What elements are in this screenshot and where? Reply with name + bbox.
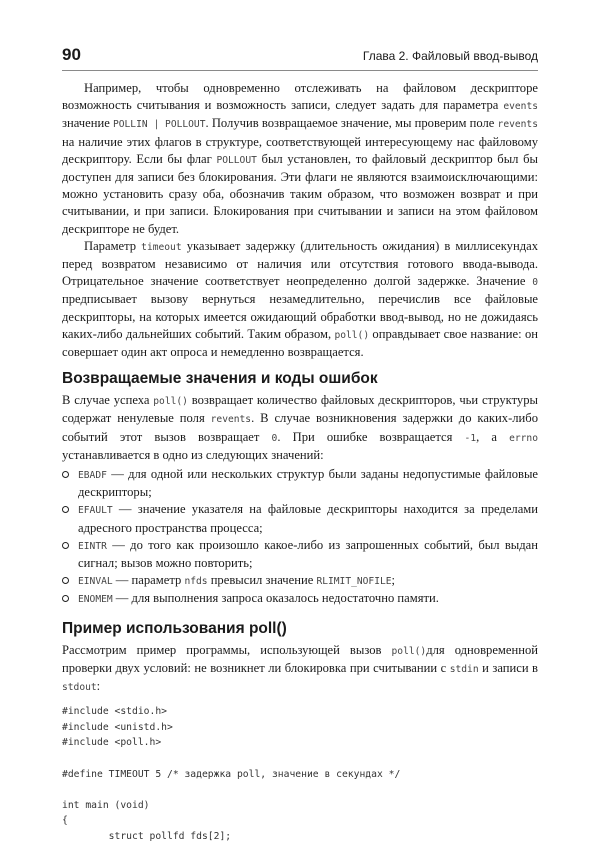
code-line: #define TIMEOUT 5 /* задержка poll, значение в секундах */ bbox=[62, 768, 401, 780]
running-head: Глава 2. Файловый ввод-вывод bbox=[362, 49, 538, 63]
code-line bbox=[62, 751, 538, 767]
page-number: 90 bbox=[62, 45, 81, 64]
list-item: EINTR — до того как произошло какое-либо из запрошенных событий, был выдан сигнал; вызов можно повторить; bbox=[62, 537, 538, 572]
code-line: { bbox=[62, 815, 68, 827]
paragraph-return-values: В случае успеха poll() возвращает количество файловых дескрипторов, чьи структуры содержат ненулевые поля revents. В случае возникновения задержки до каких-либо событий этот вызов возвращает 0. При ошибке возвращается -1, а errno устанавливается в одно из следующих значений: bbox=[62, 393, 538, 462]
paragraph-example-intro: Рассмотрим пример программы, использующей вызов poll()для одновременной проверки двух условий: не возникнет ли блокировка при считывании с stdin и записи в stdout: bbox=[62, 642, 539, 694]
list-item: ENOMEM — для выполнения запроса оказалось недостаточно памяти. bbox=[62, 590, 538, 608]
page-header bbox=[62, 44, 538, 68]
bullet-circle-icon bbox=[62, 471, 69, 478]
section-heading-errors: Возвращаемые значения и коды ошибок bbox=[62, 370, 378, 388]
code-line bbox=[62, 782, 538, 798]
code-line: #include <stdio.h> bbox=[62, 706, 167, 718]
paragraph-timeout: Параметр timeout указывает задержку (длительность ожидания) в миллисекундах перед возвратом независимо от наличия или отсутствия готового ввода-вывода. Отрицательное значение соответствует неопределенно долгой задержке. Значение 0 предписывает вызову вернуться незамедлительно, перечислив все файловые дескрипторы, на которых имеется ожидающий обработки ввод-вывод, но не дожидаясь каких-либо дальнейших событий. Таким образом, poll() оправдывает свое название: он совершает один акт опроса и немедленно возвращается. bbox=[62, 238, 538, 360]
list-item: EINVAL — параметр nfds превысил значение RLIMIT_NOFILE; bbox=[62, 572, 538, 590]
code-line: #include <unistd.h> bbox=[62, 721, 173, 733]
code-line: #include <poll.h> bbox=[62, 737, 162, 749]
section-heading-example: Пример использования poll() bbox=[62, 619, 287, 637]
paragraph-events: Например, чтобы одновременно отслеживать на файловом дескрипторе возможность считывания и возможность записи, следует задать для параметра events значение POLLIN | POLLOUT. Получив возвращаемое значение, мы проверим поле revents на наличие этих флагов в структуре, соответствующей интересующему нас файловому дескриптору. Если бы флаг POLLOUT был установлен, то файловый дескриптор был бы доступен для записи без блокирования. Эти флаги не являются взаимоисключающими: можно установить сразу оба, обозначив таким образом, что возможен возврат и при считывании, и при записи. Блокирования при считывании и записи на этом файловом дескрипторе не будет. bbox=[62, 81, 538, 236]
bullet-circle-icon bbox=[62, 595, 69, 602]
bullet-circle-icon bbox=[62, 542, 69, 549]
list-item: EBADF — для одной или нескольких структур были заданы недопустимые файловые дескрипторы; bbox=[62, 466, 538, 501]
bullet-circle-icon bbox=[62, 506, 69, 513]
header-rule bbox=[62, 70, 538, 71]
bullet-circle-icon bbox=[62, 577, 69, 584]
code-listing bbox=[62, 704, 538, 844]
page-body bbox=[62, 80, 538, 845]
code-line: struct pollfd fds[2]; bbox=[62, 831, 232, 843]
code-line: int main (void) bbox=[62, 799, 150, 811]
error-codes-list bbox=[62, 466, 538, 609]
list-item: EFAULT — значение указателя на файловые дескрипторы находится за пределами адресного пространства процесса; bbox=[62, 501, 538, 536]
